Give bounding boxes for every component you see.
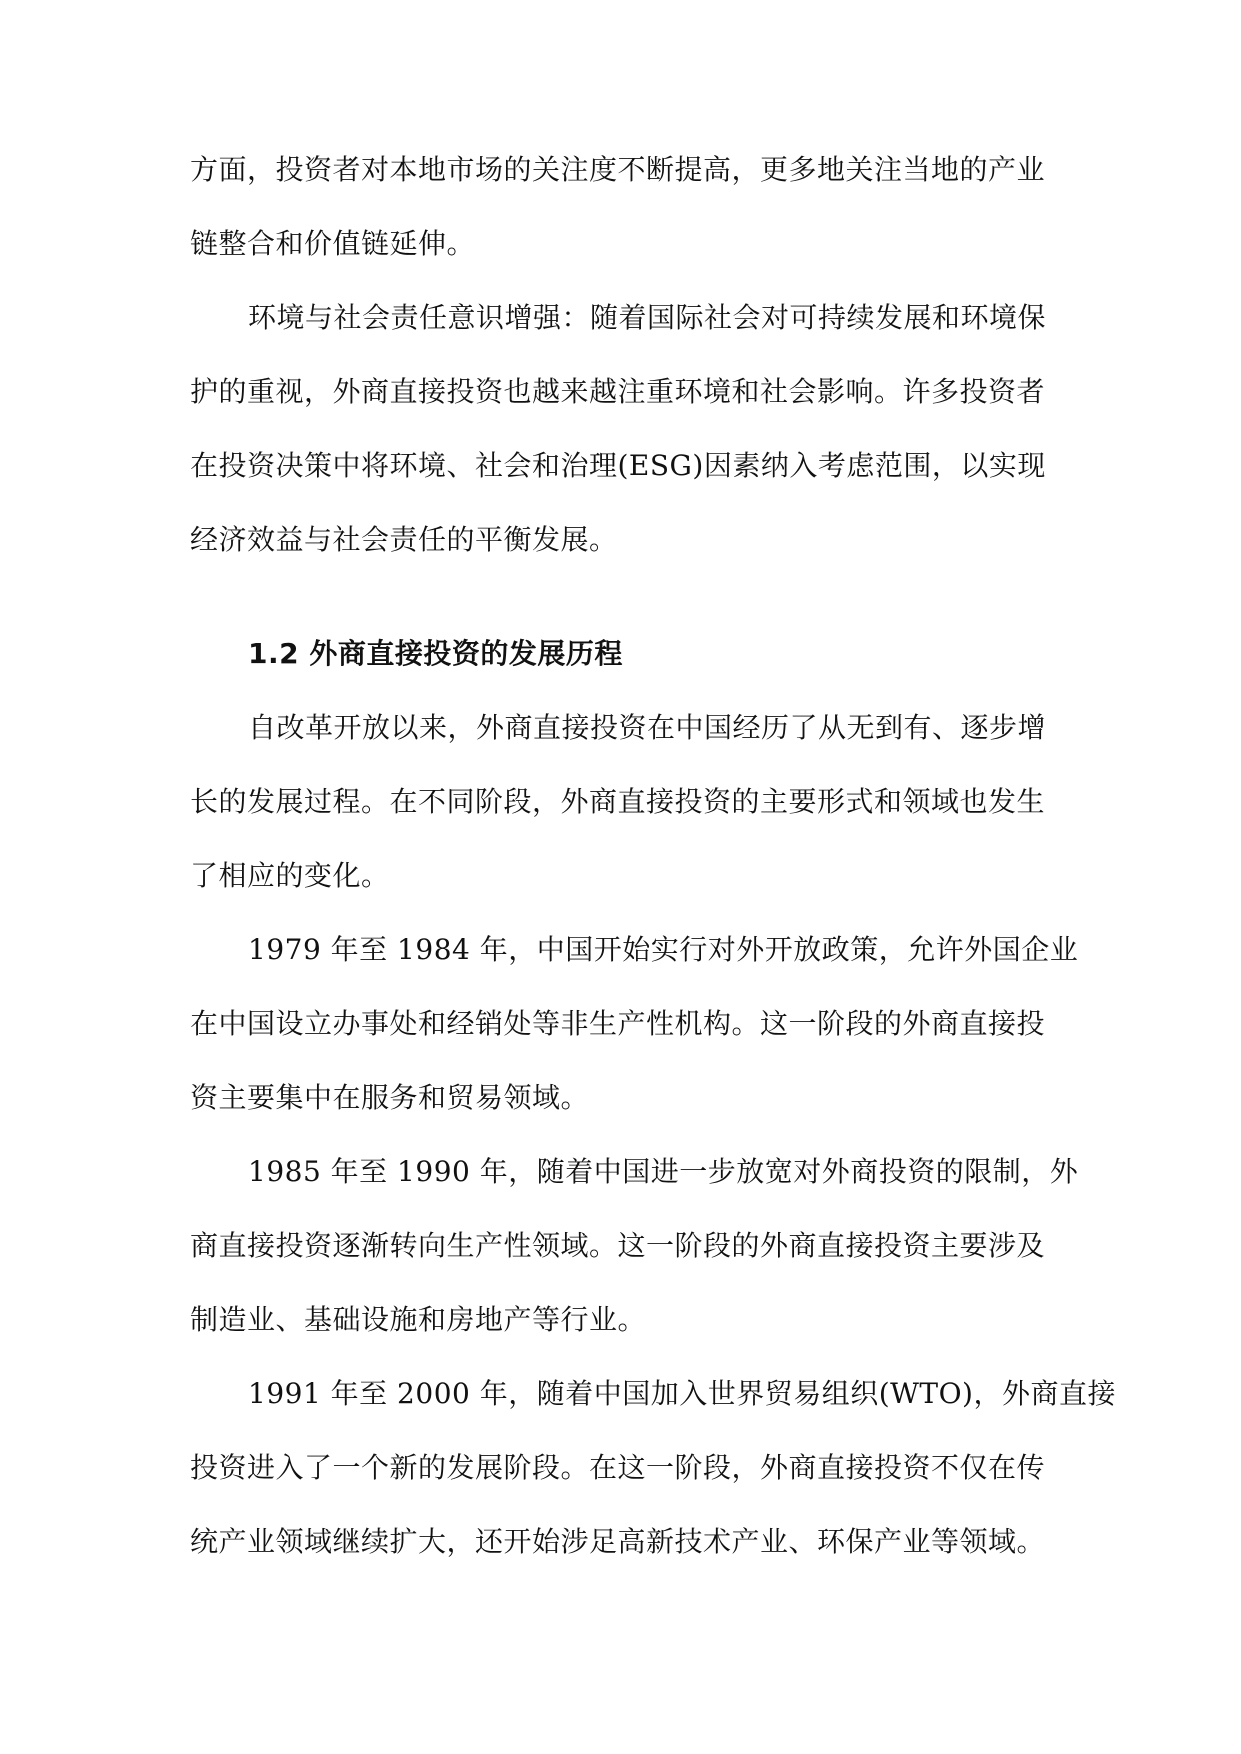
paragraph-2-line-1: 环境与社会责任意识增强：随着国际社会对可持续发展和环境保 (248, 301, 1047, 334)
section-heading: 1.2 外商直接投资的发展历程 (248, 637, 623, 670)
paragraph-4-line-1: 1979 年至 1984 年，中国开始实行对外开放政策，允许外国企业 (248, 933, 1079, 966)
paragraph-5-line-3: 制造业、基础设施和房地产等行业。 (190, 1303, 647, 1336)
paragraph-1-line-1: 方面，投资者对本地市场的关注度不断提高，更多地关注当地的产业 (190, 153, 1046, 186)
paragraph-1-line-2: 链整合和价值链延伸。 (190, 227, 476, 260)
paragraph-3-line-3: 了相应的变化。 (190, 859, 390, 892)
paragraph-4-line-3: 资主要集中在服务和贸易领域。 (190, 1081, 590, 1114)
paragraph-6-line-1: 1991 年至 2000 年，随着中国加入世界贸易组织(WTO)，外商直接 (248, 1377, 1116, 1410)
paragraph-2-line-4: 经济效益与社会责任的平衡发展。 (190, 523, 618, 556)
paragraph-3-line-1: 自改革开放以来，外商直接投资在中国经历了从无到有、逐步增 (248, 711, 1047, 744)
paragraph-2-line-2: 护的重视，外商直接投资也越来越注重环境和社会影响。许多投资者 (190, 375, 1046, 408)
paragraph-6-line-2: 投资进入了一个新的发展阶段。在这一阶段，外商直接投资不仅在传 (190, 1451, 1046, 1484)
paragraph-6-line-3: 统产业领域继续扩大，还开始涉足高新技术产业、环保产业等领域。 (190, 1525, 1046, 1558)
paragraph-4-line-2: 在中国设立办事处和经销处等非生产性机构。这一阶段的外商直接投 (190, 1007, 1046, 1040)
paragraph-5-line-1: 1985 年至 1990 年，随着中国进一步放宽对外商投资的限制，外 (248, 1155, 1079, 1188)
paragraph-5-line-2: 商直接投资逐渐转向生产性领域。这一阶段的外商直接投资主要涉及 (190, 1229, 1046, 1262)
paragraph-2-line-3: 在投资决策中将环境、社会和治理(ESG)因素纳入考虑范围，以实现 (190, 449, 1046, 482)
paragraph-3-line-2: 长的发展过程。在不同阶段，外商直接投资的主要形式和领域也发生 (190, 785, 1046, 818)
